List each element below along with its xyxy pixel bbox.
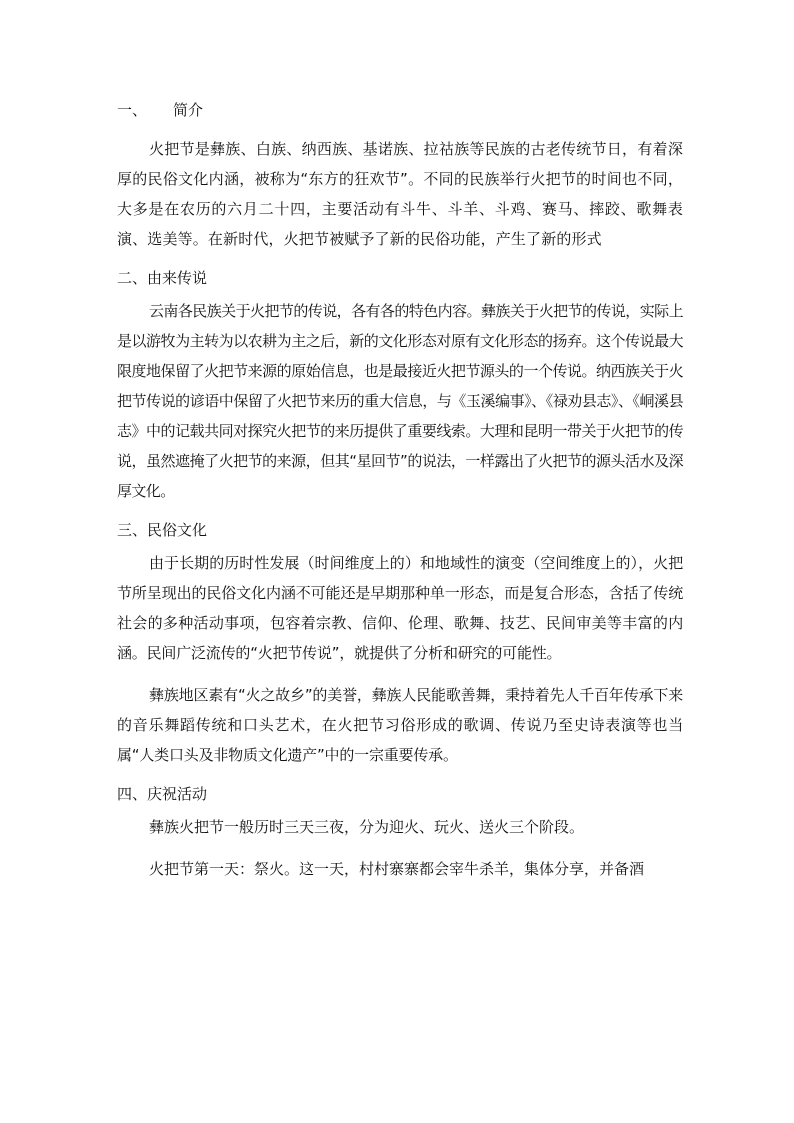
section-heading-legend: [117, 266, 683, 290]
section-title: 二、由来传说: [117, 269, 208, 287]
paragraph-intro: 火把节是彝族、白族、纳西族、基诺族、拉祜族等民族的古老传统节日，有着深厚的民俗文化内涵，被称为“东方的狂欢节”。不同的民族举行火把节的时间也不同，大多是在农历的六月二十四，主要活动有斗牛、斗羊、斗鸡、赛马、摔跤、歌舞表演、选美等。在新时代，火把节被赋予了新的民俗功能，产生了新的形式: [117, 140, 683, 248]
paragraph-legend: 云南各民族关于火把节的传说，各有各的特色内容。彝族关于火把节的传说，实际上是以游牧为主转为以农耕为主之后，新的文化形态对原有文化形态的扬弃。这个传说最大限度地保留了火把节来源的原始信息，也是最接近火把节源头的一个传说。纳西族关于火把节传说的谚语中保留了火把节来历的重大信息，与《玉溪编事》、《禄劝县志》、《峒溪县志》中的记载共同对探究火把节的来历提供了重要线索。大理和昆明一带关于火把节的传说，虽然遮掩了火把节的来源，但其“星回节”的说法，一样露出了火把节的源头活水及深厚文化。: [117, 302, 683, 500]
document-page: [117, 98, 683, 896]
paragraph-folk-culture-1: 由于长期的历时性发展（时间维度上的）和地域性的演变（空间维度上的），火把节所呈现出的民俗文化内涵不可能还是早期那种单一形态，而是复合形态，含括了传统社会的多种活动事项，包容着宗教、信仰、伦理、歌舞、技艺、民间审美等丰富的内涵。民间广泛流传的“火把节传说”，就提供了分析和研究的可能性。: [117, 554, 683, 662]
section-title: 三、民俗文化: [117, 521, 208, 539]
paragraph-celebrations-2: 火把节第一天：祭火。这一天，村村寨寨都会宰牛杀羊，集体分享，并备酒: [149, 860, 645, 878]
section-heading-celebrations: [117, 782, 683, 806]
section-heading-folk-culture: [117, 518, 683, 542]
section-title: 简介: [173, 101, 204, 119]
section-number: 一、: [117, 101, 148, 119]
paragraph-celebrations-1: 彝族火把节一般历时三天三夜，分为迎火、玩火、送火三个阶段。: [149, 818, 585, 836]
paragraph-folk-culture-2: 彝族地区素有“火之故乡”的美誉，彝族人民能歌善舞，秉持着先人千百年传承下来的音乐舞蹈传统和口头艺术，在火把节习俗形成的歌调、传说乃至史诗表演等也当属“人类口头及非物质文化遗产”中的一宗重要传承。: [117, 686, 683, 764]
section-heading-intro: [117, 98, 683, 122]
section-title: 四、庆祝活动: [117, 785, 208, 803]
